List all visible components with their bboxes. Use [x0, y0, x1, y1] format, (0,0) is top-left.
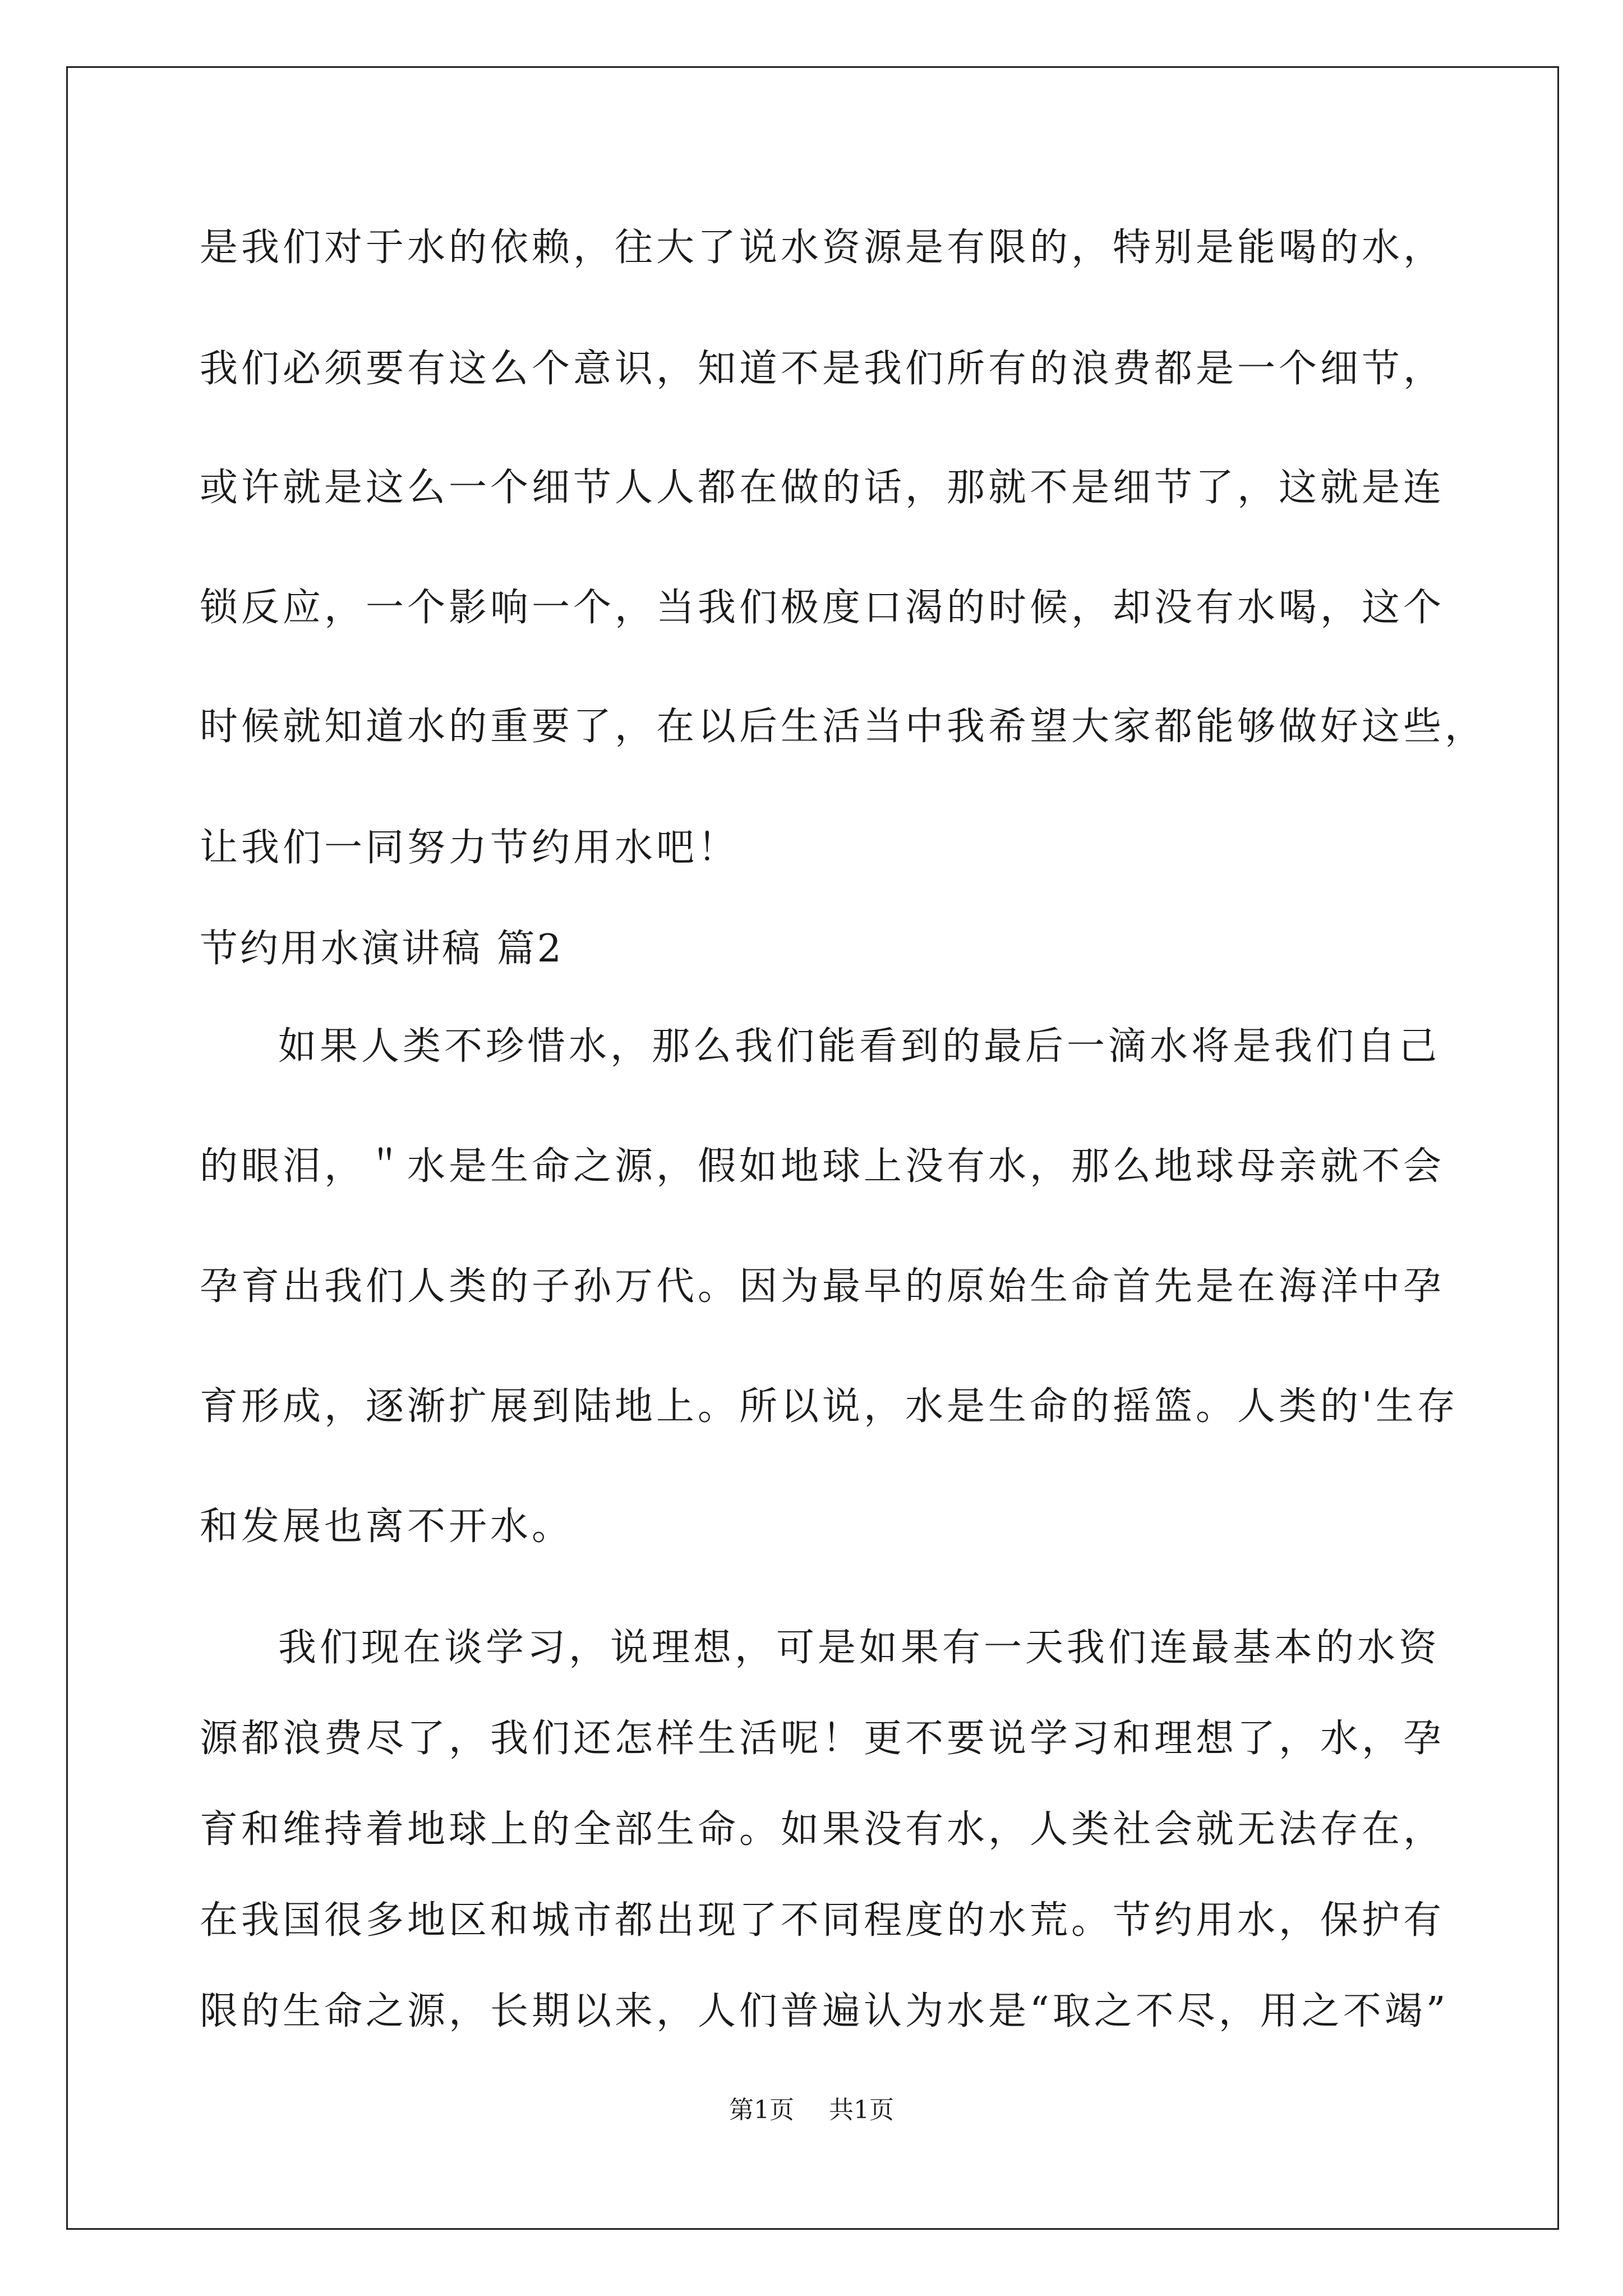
body-line: 时候就知道水的重要了，在以后生活当中我希望大家都能够做好这些， — [200, 705, 1487, 749]
body-line: 在我国很多地区和城市都出现了不同程度的水荒。节约用水，保护有 — [200, 1898, 1445, 1943]
body-line: 是我们对于水的依赖，往大了说水资源是有限的，特别是能喝的水， — [200, 226, 1445, 270]
body-line: 或许就是这么一个细节人人都在做的话，那就不是细节了，这就是连 — [200, 466, 1445, 510]
body-line: 和发展也离不开水。 — [200, 1504, 574, 1549]
body-line: 限的生命之源，长期以来，人们普遍认为水是“取之不尽，用之不竭” — [200, 1989, 1449, 2033]
body-line: 让我们一同努力节约用水吧！ — [200, 826, 740, 870]
body-line: 的眼泪，＂水是生命之源，假如地球上没有水，那么地球母亲就不会 — [200, 1144, 1445, 1189]
page-total: 共1页 — [829, 2096, 894, 2124]
body-line: 育和维持着地球上的全部生命。如果没有水，人类社会就无法存在， — [200, 1807, 1445, 1852]
body-line: 如果人类不珍惜水，那么我们能看到的最后一滴水将是我们自己 — [278, 1024, 1441, 1069]
page-number: 第1页 — [729, 2096, 794, 2124]
section-heading: 节约用水演讲稿 篇2 — [200, 927, 564, 971]
body-line: 育形成，逐渐扩展到陆地上。所以说，水是生命的摇篮。人类的'生存 — [200, 1384, 1459, 1429]
body-line: 我们现在谈学习，说理想，可是如果有一天我们连最基本的水资 — [278, 1626, 1441, 1670]
body-line: 锁反应，一个影响一个，当我们极度口渴的时候，却没有水喝，这个 — [200, 586, 1445, 630]
body-line: 孕育出我们人类的子孙万代。因为最早的原始生命首先是在海洋中孕 — [200, 1264, 1445, 1309]
body-line: 源都浪费尽了，我们还怎样生活呢！更不要说学习和理想了，水，孕 — [200, 1717, 1445, 1761]
page-footer — [0, 2098, 1623, 2123]
body-line: 我们必须要有这么个意识，知道不是我们所有的浪费都是一个细节， — [200, 347, 1445, 391]
